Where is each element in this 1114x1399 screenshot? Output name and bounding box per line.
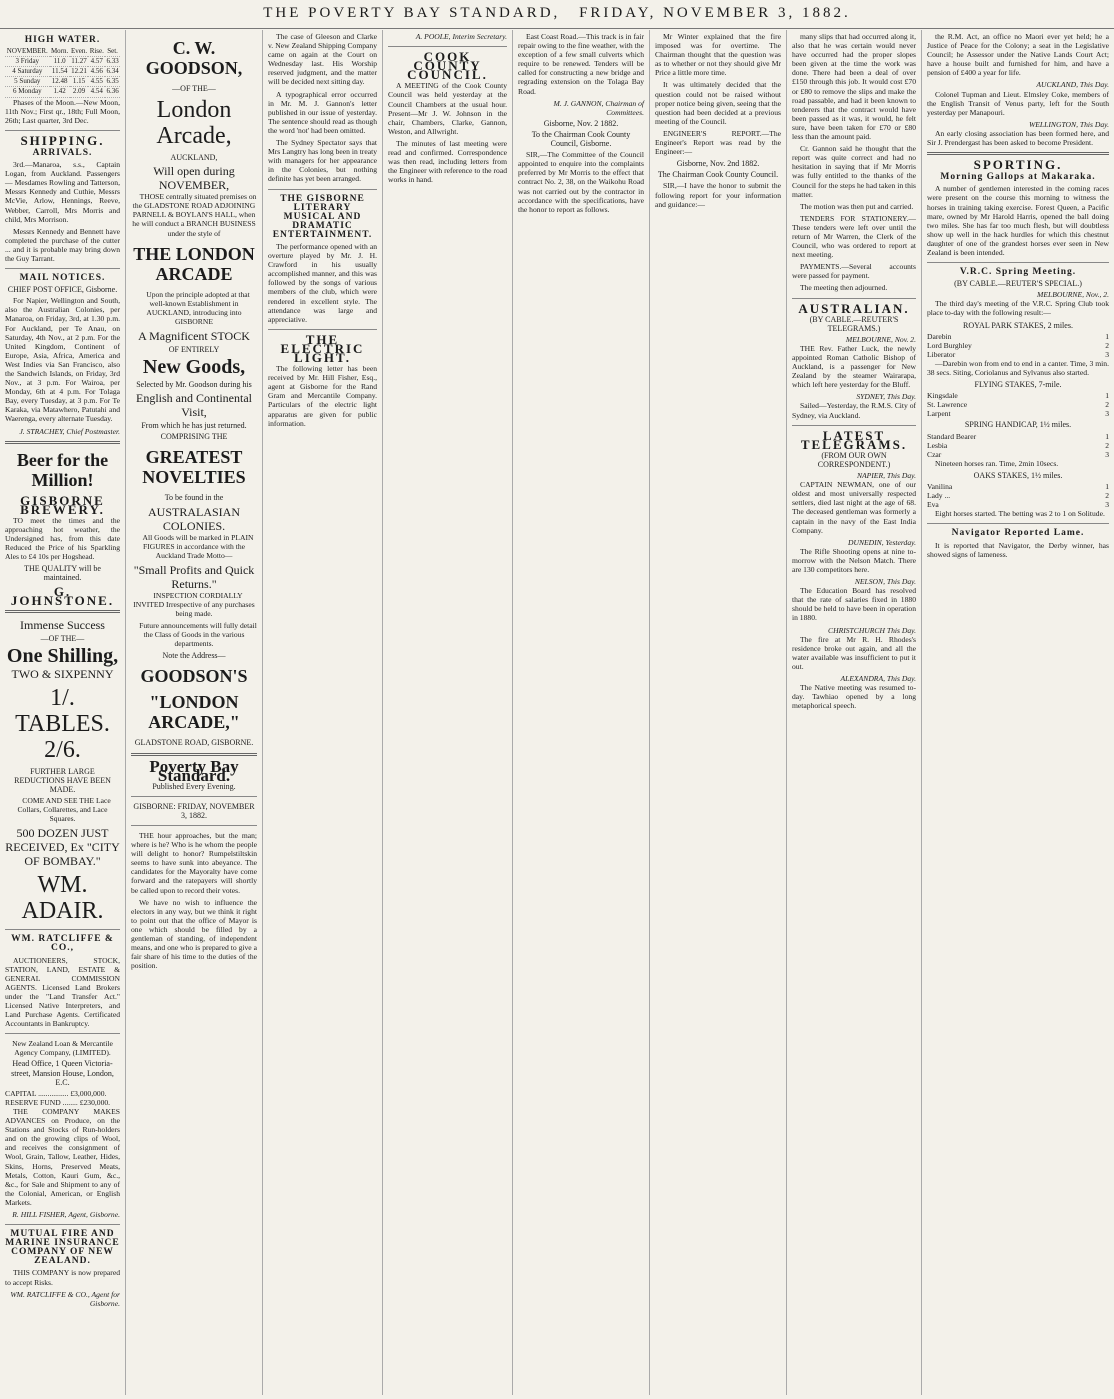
goodson-motto: "Small Profits and Quick Returns.": [133, 562, 255, 591]
engineer-date: Gisborne, Nov. 2nd 1882.: [676, 159, 760, 169]
divider: [5, 610, 120, 613]
napier-dateline: NAPIER, This Day.: [856, 471, 916, 481]
published-line: Published Every Evening.: [152, 781, 236, 791]
placing: 1: [1105, 391, 1109, 401]
divider: [927, 523, 1109, 524]
council-paragraph: Mr Winter explained that the fire imposed was for overtime. The Chairman thought that the question was as to whether or not they should give Mr Price a little more time.: [655, 32, 781, 78]
mutual-agents: WM. RATCLIFFE & CO., Agent for Gisborne.: [10, 1289, 120, 1308]
loan-body: THE COMPANY MAKES ADVANCES on Produce, on the Stations and Stocks of Run-holders and on the growing clips of Wool, and receives the consignment of Wool, Grain, Tallow, Leather, Hides, Skins, Horns, Preserved Meats, Metals, Cotton, Kauri Gum, &c., &c., for Sale and Shipment to any of the Colonial, American, or English Markets.: [5, 1106, 120, 1207]
latest-telegrams-title: LATEST TELEGRAMS.: [800, 427, 908, 452]
vrc-dateline: MELBOURNE, Nov., 2.: [1037, 290, 1109, 300]
placing: 3: [1105, 349, 1109, 359]
tides-cell: 11.27: [71, 57, 87, 66]
reserve-fund: RESERVE FUND ........ £230,000.: [5, 1097, 111, 1107]
goodson-address: GLADSTONE ROAD, GISBORNE.: [134, 738, 254, 748]
divider: [5, 929, 120, 930]
column-4: [383, 30, 513, 1395]
mail-title: MAIL NOTICES.: [19, 273, 106, 284]
tables-ad: [5, 618, 120, 925]
tides-row: [5, 77, 120, 87]
divider: [268, 329, 377, 330]
latest-byline: (FROM OUR OWN CORRESPONDENT.): [817, 450, 891, 469]
nelson-dateline: NELSON, This Day.: [854, 577, 916, 587]
race-note: —Darebin won from end to end in a canter. Time, 3 min. 38 secs. Siting, Coriolanus and Sylvanus also started.: [927, 358, 1109, 377]
tides-cell: 12.21: [71, 67, 87, 76]
race-result: [927, 441, 1109, 450]
editorial-paragraph: We have no wish to influence the electors in any way, but we think it right to point out that the office of Mayor is one which should be filled by a gentleman of standing, of independent means, and one who is prepared to give a fair share of his time to the duties of the position.: [131, 897, 257, 971]
ratcliffe-body: AUCTIONEERS, STOCK, STATION, LAND, ESTATE & GENERAL COMMISSION AGENTS. Licensed Land Brokers under the "Land Transfer Act." Licensed Native Interpreters, and Land Purchase Agents. Certificated Accountants in Bankruptcy.: [5, 955, 120, 1029]
race-result: [927, 482, 1109, 491]
tides-header: Even.: [70, 47, 88, 56]
tides-header: Rise.: [89, 47, 104, 56]
column-2: [126, 30, 263, 1395]
brewer-name: G. JOHNSTONE.: [10, 583, 115, 608]
adair-name: WM. ADAIR.: [21, 872, 104, 925]
council-paragraph: Cr. Gannon said he thought that the report was quite correct and had no hesitation in saying that if Mr Morris was fully entitled to the thanks of the Council for the steps he had taken in this matter.: [792, 144, 917, 199]
two-sixpenny: TWO & SIXPENNY: [11, 666, 114, 681]
tides-cell: 4.54: [88, 87, 105, 97]
race-note: Nineteen horses ran. Time, 2min 10secs.: [935, 458, 1059, 468]
paper-title: THE POVERTY BAY STANDARD,: [263, 5, 561, 21]
tides-header: NOVEMBER.: [6, 47, 48, 56]
vrc-byline: (BY CABLE.—REUTER'S SPECIAL.): [954, 279, 1082, 289]
goodson-address-name: GOODSON'S: [140, 666, 248, 687]
moon-phases: Phases of the Moon.—New Moon, 11th Nov.; First qr., 18th; Full Moon, 26th; Last quarter, 3rd Dec.: [5, 97, 120, 125]
tides-cell: 6.35: [106, 77, 119, 86]
horse-name: Darebin: [927, 331, 952, 341]
tides-cell: 1.15: [70, 77, 89, 87]
one-shilling: One Shilling,: [6, 644, 119, 667]
meeting-adjourned: The meeting then adjourned.: [800, 283, 888, 293]
beer-quality: THE QUALITY will be maintained.: [24, 564, 101, 583]
placing: 2: [1105, 340, 1109, 350]
goodson-figures: All Goods will be marked in PLAIN FIGURES in accordance with the Auckland Trade Motto—: [142, 532, 254, 560]
tides-cell: 3 Friday: [5, 57, 50, 67]
horse-name: Eva: [927, 500, 939, 510]
report-paragraph: East Coast Road.—This track is in fair repair owing to the fine weather, with the exception of a few small culverts which require to be renewed. Tenders will be called for constructing a new bridge and regrading extension on the Tolaga Bay Road.: [518, 32, 644, 96]
tides-table: [5, 47, 120, 97]
nelson-body: The Education Board has resolved that the rate of salaries fixed in 1880 should be held to have been in operation in 1880.: [792, 586, 916, 623]
tides-cell: 2.09: [70, 87, 89, 97]
goodson-magnificent: A Magnificent STOCK: [138, 329, 250, 344]
engineer-report-heading: ENGINEER'S REPORT.—The Engineer's Report was read by the Engineer:—: [655, 128, 781, 157]
nz-loan-title: New Zealand Loan & Mercantile Agency Company, (LIMITED).: [12, 1039, 113, 1058]
race-title: OAKS STAKES, 1½ miles.: [973, 470, 1063, 480]
christchurch-dateline: CHRISTCHURCH This Day.: [828, 625, 916, 635]
vrc-body: The third day's meeting of the V.R.C. Spring Club took place to-day with the following result:—: [927, 299, 1109, 318]
horse-name: Standard Bearer: [927, 431, 977, 441]
navigator-title: Navigator Reported Lame.: [951, 528, 1085, 539]
divider: [5, 1033, 120, 1034]
payments: PAYMENTS.—Several accounts were passed for payment.: [792, 262, 916, 281]
tides-cell: 11.0: [50, 57, 70, 67]
goodson-english: English and Continental Visit,: [136, 391, 252, 420]
engineer-to: The Chairman Cook County Council.: [657, 170, 779, 180]
australian-byline: (BY CABLE.—REUTER'S TELEGRAMS.): [809, 314, 899, 333]
gallops-body: A number of gentlemen interested in the coming races were present on the course this morning to witness the horses in training taking exercise. Forest Queen, a Pacific mare, owned by Mr Harold Harris, opened the ball doing two miles. She has far too much flesh, but will doubtless show up well in the hack hurdles for which this chestnut daughter of one of the grandest horses ever seen in New Zealand is been intended.: [927, 184, 1109, 257]
tides-cell: 4.57: [88, 57, 105, 67]
race-result: [927, 400, 1109, 409]
news-paragraph: The case of Gleeson and Clarke v. New Zealand Shipping Company came on again at the Court on Wednesday last. His Worship reserved judgment, and the matter will be decided next sitting day.: [268, 32, 377, 87]
tides-header-row: [5, 47, 120, 57]
page-columns: [0, 30, 1114, 1395]
race-result: [927, 491, 1109, 500]
native-paragraph: the R.M. Act, an office no Maori ever yet held; he a Justice of Peace for the Colony; a seat in the Legislative Council; he Assessor under the Native Lands Court Act; have a house built and furnished for him, and have a pension of £400 a year for life.: [927, 32, 1109, 78]
goodson-of-the: —OF THE—: [172, 84, 216, 93]
race-result: [927, 391, 1109, 400]
gallops-title: Morning Gallops at Makaraka.: [940, 172, 1096, 183]
postmaster-signature: J. STRACHEY, Chief Postmaster.: [19, 426, 120, 436]
ratcliffe-name: WM. RATCLIFFE & CO.,: [11, 934, 114, 954]
tides-cell: 4.55: [88, 77, 105, 87]
column-8: [922, 30, 1114, 1395]
navigator-body: It is reported that Navigator, the Derby winner, has showed signs of lameness.: [927, 540, 1109, 559]
sporting-title: SPORTING.: [973, 157, 1063, 173]
race-title: ROYAL PARK STAKES, 2 miles.: [963, 320, 1073, 330]
goodson-upon: Upon the principle adopted at that well-known Establishment in AUCKLAND, introducing into GISBORNE: [146, 289, 250, 326]
tides-cell: 12.48: [50, 77, 70, 87]
sydney-dateline: SYDNEY, This Day.: [856, 392, 916, 402]
horse-name: Lord Burghley: [927, 340, 972, 350]
goodson-future: Future announcements will fully detail the Class of Goods in the various departments.: [139, 621, 257, 649]
goodson-arcade: London Arcade,: [156, 97, 232, 150]
auckland-body: Colonel Tupman and Lieut. Elmsley Coke, members of the English Transit of Venus party, left for the South yesterday per Manapouri.: [927, 89, 1109, 117]
divider: [5, 441, 120, 444]
goodson-novelties: GREATEST NOVELTIES: [142, 447, 246, 488]
tides-cell: 6.34: [106, 67, 119, 76]
engineer-body: SIR,—I have the honor to submit the following report for your information and guidance:—: [655, 181, 781, 209]
tides-cell: 6 Monday: [5, 87, 50, 97]
goodson-selected: Selected by Mr. Goodson during his: [136, 380, 252, 390]
committee-signature: M. J. GANNON, Chairman of Committees.: [553, 98, 644, 117]
news-paragraph: The Sydney Spectator says that Mrs Langtry has long been in treaty with managers for her appearance in the Colonies, but nothing definite has yet been arranged.: [268, 138, 377, 184]
race-result: [927, 350, 1109, 359]
shipping-body: 3rd.—Manaroa, s.s., Captain Logan, from Auckland. Passengers — Mesdames Rowling and Tatterson, Messrs Kennedy and Cuthie, Messrs McVie, Arlow, Hennings, Reeve, Webber, Carroll, Mrs Morris and child, Mrs Morrison.: [5, 160, 120, 224]
tables-headline: 1/. TABLES. 2/6.: [15, 684, 110, 763]
napier-body: CAPTAIN NEWMAN, one of our oldest and most universally respected settlers, died last night at the age of 68. The deceased gentleman was formerly a captain in the navy of the East India Company.: [792, 480, 916, 535]
placing: 1: [1105, 431, 1109, 441]
divider: [131, 796, 257, 797]
horse-name: Kingsdale: [927, 391, 958, 401]
race-result: [927, 332, 1109, 341]
committee-to: To the Chairman Cook County Council, Gisborne.: [531, 129, 631, 149]
shipping-title: SHIPPING.: [20, 132, 105, 148]
placing: 3: [1105, 409, 1109, 419]
placing: 1: [1105, 482, 1109, 492]
column-7: [787, 30, 922, 1395]
literary-body: The performance opened with an overture played by Mr. J. H. Crawford in his usually accomplished manner, and this was followed by the songs of various members of the club, which were rendered in excellent style. The attendance was large and appreciative.: [268, 241, 377, 324]
divider: [268, 189, 377, 190]
goodson-address-arcade: "LONDON ARCADE,": [148, 692, 240, 733]
horse-name: St. Lawrence: [927, 400, 968, 410]
tides-row: [5, 67, 120, 77]
dozen-received: 500 DOZEN JUST RECEIVED, Ex "CITY OF BOMBAY.": [5, 826, 120, 869]
race-result: [927, 409, 1109, 418]
council-paragraph: many slips that had occurred along it, also that he was certain would never have occurred had the proper slopes been given at the time the work was done. There had been a deal of over £150 through this job. It would cost £70 or £80 to remove the slips and make the road passable, and had it been known to tenderers that the contract would have been passed as it was, it would, he felt sure, have been taken for £70 or £80 less than the amount paid.: [792, 32, 916, 142]
tides-header: Set.: [105, 47, 120, 57]
post-office: CHIEF POST OFFICE, Gisborne.: [7, 285, 118, 295]
divider: [792, 298, 916, 299]
mail-body: For Napier, Wellington and South, also the Australian Colonies, per Manaroa, on Friday, 3rd, at 1.30 p.m. For Auckland, per Te Anau, on Saturday, 4th Nov., at 2 p.m. For the United Kingdom, Continent of Europe, Asia, Africa, America and West Indies via San Francisco, also the Sandwich Islands, on Friday, 3rd Nov., at 3 p.m. For Wairoa, per Monday, 6th at 4 p.m. For Tolaga Bay, every Tuesday, at 3 p.m. For Te Karaka, via Matawhero, Patutahi and Waerenga, every alternate Tuesday.: [5, 296, 120, 424]
goodson-arcade-style: THE LONDON ARCADE: [133, 243, 255, 284]
tides-row: [5, 57, 120, 67]
placing: 3: [1105, 449, 1109, 459]
masthead: [0, 0, 1114, 29]
vrc-title: V.R.C. Spring Meeting.: [959, 267, 1077, 278]
goodson-colonies: AUSTRALASIAN COLONIES.: [147, 504, 240, 533]
horse-name: Czar: [927, 449, 942, 459]
goodson-ad: [131, 38, 257, 748]
wellington-dateline: WELLINGTON, This Day.: [1028, 119, 1109, 129]
sydney-body: Sailed—Yesterday, the R.M.S. City of Sydney, via Auckland.: [792, 401, 917, 420]
mutual-body: THIS COMPANY is now prepared to accept Risks.: [5, 1268, 120, 1287]
christchurch-body: The fire at Mr R. H. Rhodes's residence broke out again, and all the water available was insufficient to put it out.: [792, 634, 916, 671]
divider: [5, 130, 120, 131]
brewery-name: GISBORNE BREWERY.: [20, 492, 105, 517]
goodson-found: To be found in the: [164, 493, 224, 503]
goodson-name: C. W. GOODSON,: [145, 38, 243, 78]
goodson-comprising: COMPRISING THE: [160, 432, 228, 442]
tides-cell: 1.42: [50, 87, 70, 97]
goodson-returned: From which he has just returned.: [141, 421, 247, 431]
race-title: SPRING HANDICAP, 1½ miles.: [964, 420, 1072, 430]
tenders-stationery: TENDERS FOR STATIONERY.—These tenders were left over until the return of Mr Warren, the Clerk of the Council, who was ordered to report at next meeting.: [792, 213, 916, 260]
goodson-note: Note the Address—: [162, 651, 226, 661]
melbourne-dateline: MELBOURNE, Nov. 2.: [845, 334, 916, 344]
lace-body: COME AND SEE THE Lace Collars, Collarettes, and Lace Squares.: [17, 796, 111, 824]
of-the: —OF THE—: [40, 633, 85, 643]
alexandra-dateline: ALEXANDRA, This Day.: [840, 674, 916, 683]
placing: 1: [1105, 331, 1109, 341]
placing: 2: [1105, 400, 1109, 410]
column-1: [0, 30, 126, 1395]
tides-cell: 11.54: [50, 67, 70, 77]
dunedin-dateline: DUNEDIN, Yesterday.: [848, 537, 916, 547]
goodson-city: AUCKLAND,: [170, 153, 218, 163]
tides-cell: 6.33: [106, 57, 119, 66]
race-result: [927, 450, 1109, 459]
wellington-body: An early closing association has been formed here, and Sir J. Prendergast has been asked to become President.: [927, 128, 1109, 148]
electric-body: The following letter has been received by Mr. Hill Fisher, Esq., agent at Gisborne for the Rand Gram and Mercantile Company. Particulars of the electric light apparatus are given for public information.: [268, 364, 377, 428]
horse-name: Liberator: [927, 349, 956, 359]
horse-name: Larpent: [927, 409, 951, 419]
race-title: FLYING STAKES, 7-mile.: [974, 380, 1062, 390]
tides-cell: 4 Saturday: [5, 67, 50, 77]
committee-date: Gisborne, Nov. 2 1882.: [543, 118, 619, 128]
placing: 3: [1105, 500, 1109, 510]
placing: 2: [1105, 491, 1109, 501]
divider: [388, 46, 507, 47]
divider: [131, 825, 257, 826]
letter-signature: A. POOLE, Interim Secretary.: [415, 32, 507, 41]
shipping-note: Messrs Kennedy and Bennett have completed the purchase of the cutter ... and it is probable may bring down the Guy Tarrant.: [5, 226, 120, 263]
melbourne-body: THE Rev. Father Luck, the newly appointed Roman Catholic Bishop of Auckland, is a passenger for New Zealand by the steamer Wairarapa, which left here yesterday for the Bluff.: [792, 343, 916, 390]
horse-name: Vanilina: [927, 482, 953, 492]
cook-council-title: COOK COUNTY COUNCIL.: [407, 49, 488, 83]
motion-carried: The motion was then put and carried.: [800, 201, 914, 211]
editorial-masthead: Poverty Bay Standard.: [149, 756, 239, 785]
race-result: [927, 500, 1109, 509]
divider: [792, 425, 916, 426]
placing: 2: [1105, 440, 1109, 450]
tides-row: [5, 87, 120, 97]
issue-date: FRIDAY, NOVEMBER 3, 1882.: [579, 5, 851, 21]
horse-name: Lesbia: [927, 440, 948, 450]
auckland-dateline: AUCKLAND, This Day.: [1036, 80, 1109, 90]
editorial-paragraph: THE hour approaches, but the man; where is he? Who is he whom the people will delight to honor? Rumpelstiltskin seems to have sunk into abeyance. The candidates for the Mayoralty have come forward and the ratepayers will shortly be called upon to record their votes.: [131, 831, 257, 895]
success-headline: Immense Success: [20, 617, 105, 632]
mutual-title: MUTUAL FIRE AND MARINE INSURANCE COMPANY OF NEW ZEALAND.: [5, 1229, 120, 1267]
cook-council-body: A MEETING of the Cook County Council was held yesterday at the Council Chambers at the usual hour. Present—Mr J. W. Johnson in the chair, Chambers, Clarke, Gannon, Weston, and Allwright.: [388, 81, 507, 136]
tides-cell: 6.36: [106, 87, 119, 96]
nz-loan-office: Head Office, 1 Queen Victoria-street, Mansion House, London, E.C.: [11, 1059, 114, 1087]
column-5: [513, 30, 650, 1395]
divider: [5, 268, 120, 269]
column-6: [650, 30, 787, 1395]
editorial-dateline: GISBORNE: FRIDAY, NOVEMBER 3, 1882.: [133, 801, 255, 820]
tides-header: Morn.: [50, 47, 69, 56]
goodson-new-goods: New Goods,: [142, 356, 246, 379]
beer-headline: Beer for the Million!: [16, 449, 109, 490]
literary-title: THE GISBORNE LITERARY MUSICAL AND DRAMATIC ENTERTAINMENT.: [272, 193, 373, 240]
loan-agent: R. HILL FISHER, Agent, Gisborne.: [12, 1209, 120, 1219]
news-paragraph: A typographical error occurred in Mr. M. J. Gannon's letter published in our issue of yesterday. The sentence should read as though the word 'not' had been omitted.: [268, 89, 377, 135]
reductions: FURTHER LARGE REDUCTIONS HAVE BEEN MADE.: [14, 766, 111, 794]
divider: [927, 262, 1109, 263]
alexandra-body: The Native meeting was resumed to-day. Tawhiao opened by a long metaphorical speech.: [792, 683, 916, 711]
goodson-body: THOSE centrally situated premises on the GLADSTONE ROAD ADJOINING PARNELL & BOYLAN'S HALL, when he will conduct a BRANCH BUSINESS under the style of: [132, 192, 257, 238]
goodson-entirely: OF ENTIRELY: [168, 345, 220, 355]
tides-cell: 4.56: [88, 67, 105, 77]
tides-cell: 5 Sunday: [5, 77, 50, 87]
dunedin-body: The Rifle Shooting opens at nine to-morrow with the Nelson Match. There are 130 competitors here.: [792, 546, 916, 574]
race-result: [927, 432, 1109, 441]
divider: [5, 1224, 120, 1225]
arrivals-title: ARRIVALS.: [32, 147, 93, 158]
cook-council-paragraph: The minutes of last meeting were read and confirmed. Correspondence was then read, including letters from the Engineer with reference to the road works in hand.: [388, 138, 507, 185]
race-note: Eight horses started. The betting was 2 to 1 on Solitude.: [935, 509, 1105, 519]
beer-body: TO meet the times and the approaching hot weather, the Undersigned has, from this date Reduced the Price of his Sparkling Ales to £4 10s per Hogshead.: [5, 515, 120, 562]
race-result: [927, 341, 1109, 350]
goodson-will-open: Will open during NOVEMBER,: [153, 164, 235, 193]
divider: [131, 753, 257, 756]
council-paragraph: It was ultimately decided that the question could not be raised without proper notice being given, seeing that the question had been decided at a previous meeting of the Council.: [655, 80, 781, 126]
column-3: [263, 30, 383, 1395]
committee-body: SIR,—The Committee of the Council appointed to enquire into the complaints preferred by Mr Morris to the effect that contract No. 2, 38, on the Waikohu Road was not carried out by the contractor in accordance with the specifications, have the honor to report as follows.: [518, 150, 644, 214]
horse-name: Lady ...: [927, 491, 951, 501]
goodson-inspection: INSPECTION CORDIALLY INVITED Irrespective of any purchases being made.: [133, 590, 255, 618]
australian-title: AUSTRALIAN.: [798, 300, 910, 316]
divider: [927, 152, 1109, 155]
capital: CAPITAL ................ £3,000,000.: [5, 1088, 107, 1098]
electric-title: THE ELECTRIC LIGHT.: [280, 331, 365, 365]
tides-title: HIGH WATER.: [24, 35, 101, 45]
